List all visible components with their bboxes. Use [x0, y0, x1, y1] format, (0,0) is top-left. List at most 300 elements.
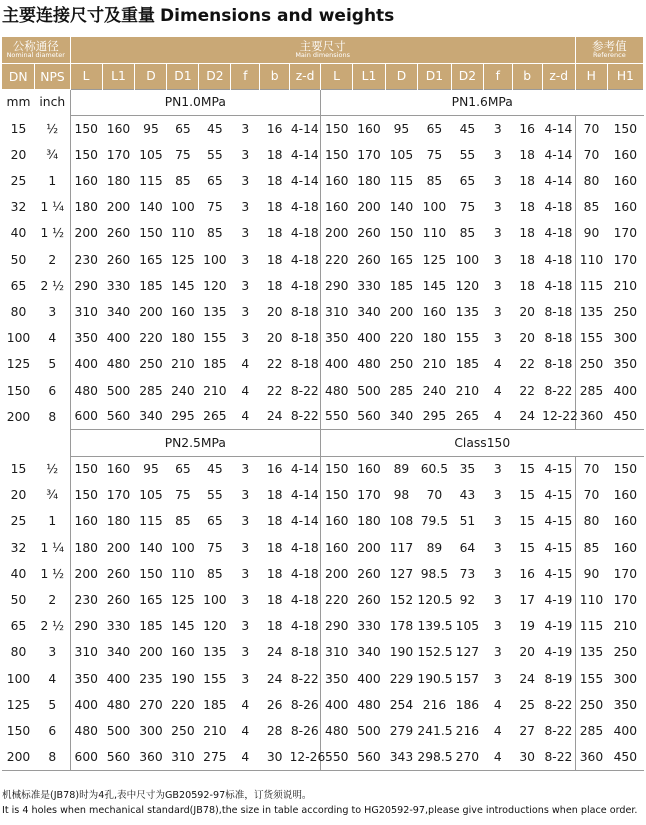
- table-cell: 43: [459, 488, 476, 503]
- table-cell: 185: [389, 278, 414, 293]
- table-cell: 120: [203, 278, 227, 293]
- table-cell: 4-14: [290, 147, 319, 162]
- table-cell: 4-18: [544, 278, 573, 293]
- table-cell: 310: [321, 639, 353, 665]
- table-cell: 75: [207, 200, 223, 215]
- table-cell: 65: [417, 116, 451, 142]
- table-cell: 200: [70, 561, 102, 587]
- table-cell: 185: [203, 697, 227, 712]
- table-cell: 150: [139, 566, 163, 581]
- blank-cell: [35, 430, 70, 456]
- table-cell: 250: [575, 351, 607, 377]
- table-cell: 340: [139, 409, 163, 424]
- table-cell: 22: [519, 357, 535, 372]
- table-cell: 50: [10, 593, 27, 608]
- column-header: DN: [2, 63, 35, 89]
- table-cell: 8-18: [290, 645, 319, 660]
- table-cell: 95: [135, 116, 167, 142]
- table-cell: 152.5: [417, 645, 453, 660]
- table-cell: ½: [46, 121, 59, 136]
- table-cell: 600: [70, 404, 102, 430]
- table-cell: ½: [46, 462, 59, 477]
- table-cell: 3: [241, 645, 250, 660]
- table-cell: 170: [357, 147, 381, 162]
- table-cell: 92: [459, 593, 476, 608]
- table-cell: 480: [357, 697, 381, 712]
- table-cell: 330: [106, 278, 131, 293]
- table-cell: 4: [493, 723, 502, 738]
- table-cell: 16: [519, 566, 535, 581]
- table-cell: 400: [613, 723, 638, 738]
- table-cell: 16: [260, 116, 290, 142]
- table-cell: 150: [321, 142, 353, 168]
- table-cell: 8-22: [542, 744, 575, 770]
- table-cell: 400: [357, 331, 381, 346]
- column-header: L1: [102, 63, 135, 89]
- table-cell: 165: [389, 252, 414, 267]
- table-cell: 450: [613, 409, 638, 424]
- table-cell: 55: [207, 147, 223, 162]
- table-cell: 3: [493, 645, 502, 660]
- table-cell: 15: [519, 540, 535, 555]
- table-cell: 400: [321, 692, 353, 718]
- table-cell: 115: [139, 174, 163, 189]
- table-cell: 150: [139, 226, 163, 241]
- table-cell: 24: [519, 409, 535, 424]
- table-cell: 20: [266, 304, 283, 319]
- table-cell: 127: [455, 645, 480, 660]
- table-cell: 200: [139, 645, 163, 660]
- unit-nps: inch: [39, 95, 66, 110]
- table-cell: 160: [613, 488, 638, 503]
- table-cell: 20: [519, 645, 535, 660]
- table-cell: 45: [451, 116, 483, 142]
- table-cell: 155: [455, 331, 480, 346]
- table-cell: 150: [70, 116, 102, 142]
- table-cell: 105: [455, 619, 480, 634]
- table-cell: 155: [575, 666, 607, 692]
- table-cell: 100: [203, 252, 227, 267]
- table-cell: 18: [266, 488, 283, 503]
- table-cell: 400: [106, 331, 131, 346]
- table-cell: 64: [459, 540, 476, 555]
- table-cell: 65: [10, 619, 27, 634]
- table-row: [2, 561, 644, 587]
- table-cell: 65: [207, 514, 223, 529]
- table-cell: 135: [203, 304, 227, 319]
- table-cell: 260: [106, 226, 131, 241]
- table-cell: 40: [10, 226, 27, 241]
- table-cell: 216: [455, 723, 480, 738]
- table-cell: 160: [422, 304, 447, 319]
- table-cell: 51: [459, 514, 476, 529]
- table-cell: 30: [260, 744, 290, 770]
- table-cell: 3: [241, 514, 250, 529]
- table-cell: 160: [171, 645, 195, 660]
- table-cell: 20: [10, 147, 27, 162]
- table-cell: 155: [203, 671, 227, 686]
- table-cell: 550: [321, 404, 353, 430]
- table-cell: 260: [106, 252, 131, 267]
- table-cell: 4-14: [544, 174, 573, 189]
- table-cell: 360: [575, 404, 607, 430]
- table-cell: 400: [106, 671, 131, 686]
- table-cell: 4: [483, 744, 512, 770]
- table-row: [2, 377, 644, 403]
- table-cell: 4-18: [290, 593, 319, 608]
- table-cell: 480: [321, 377, 353, 403]
- reference-header: 参考值 Reference: [575, 37, 643, 63]
- table-row: [2, 718, 644, 744]
- table-cell: 95: [385, 116, 417, 142]
- table-cell: 150: [321, 456, 353, 482]
- table-cell: 8-22: [544, 723, 573, 738]
- table-cell: 4-14: [290, 174, 319, 189]
- table-cell: 105: [389, 147, 414, 162]
- table-cell: 340: [106, 645, 131, 660]
- column-header: NPS: [35, 63, 70, 89]
- table-cell: 157: [455, 671, 480, 686]
- table-row: [2, 744, 644, 770]
- column-header: f: [483, 63, 512, 89]
- column-header: D: [385, 63, 417, 89]
- table-cell: 65: [167, 116, 199, 142]
- table-cell: 300: [139, 723, 163, 738]
- table-cell: 220: [171, 697, 195, 712]
- table-cell: 120: [455, 278, 480, 293]
- table-cell: 3: [231, 116, 260, 142]
- table-cell: 19: [519, 619, 535, 634]
- table-cell: 170: [357, 488, 381, 503]
- table-cell: 8: [48, 409, 57, 424]
- table-cell: 260: [357, 566, 381, 581]
- table-cell: 229: [389, 671, 414, 686]
- table-cell: 18: [519, 200, 535, 215]
- table-cell: 3: [241, 252, 250, 267]
- table-row: [2, 587, 644, 613]
- table-cell: 85: [575, 535, 607, 561]
- table-cell: 290: [321, 273, 353, 299]
- table-cell: 18: [266, 566, 283, 581]
- table-row: [2, 116, 644, 142]
- table-cell: 85: [207, 566, 223, 581]
- page-title: [2, 3, 394, 29]
- table-row: [2, 404, 644, 430]
- table-cell: 70: [575, 482, 607, 508]
- table-cell: 16: [260, 456, 290, 482]
- table-cell: 170: [613, 226, 638, 241]
- table-cell: 135: [575, 639, 607, 665]
- table-cell: 180: [106, 514, 131, 529]
- table-cell: 85: [207, 226, 223, 241]
- table-cell: 480: [106, 357, 131, 372]
- table-cell: 120: [203, 619, 227, 634]
- table-cell: 85: [459, 226, 476, 241]
- table-cell: 1: [48, 514, 57, 529]
- table-cell: 343: [385, 744, 417, 770]
- table-cell: 3: [241, 488, 250, 503]
- table-cell: 32: [10, 200, 27, 215]
- table-cell: 6: [48, 723, 57, 738]
- table-cell: 15: [10, 121, 27, 136]
- table-cell: 4-14: [290, 514, 319, 529]
- table-cell: 210: [203, 723, 227, 738]
- table-cell: 25: [10, 174, 27, 189]
- table-cell: 180: [357, 514, 381, 529]
- table-cell: 150: [70, 456, 102, 482]
- table-cell: 1 ½: [40, 566, 65, 581]
- table-cell: 22: [266, 357, 283, 372]
- table-cell: 200: [2, 744, 35, 770]
- table-cell: 3: [493, 331, 502, 346]
- table-cell: 210: [613, 278, 638, 293]
- table-cell: 4-14: [290, 488, 319, 503]
- table-cell: 160: [70, 508, 102, 534]
- table-cell: 260: [357, 593, 381, 608]
- table-row: [2, 168, 644, 194]
- table-cell: 18: [266, 252, 283, 267]
- table-cell: 110: [171, 226, 195, 241]
- table-cell: 125: [171, 252, 195, 267]
- table-cell: 4-18: [290, 619, 319, 634]
- table-cell: 55: [207, 488, 223, 503]
- table-cell: 160: [613, 147, 638, 162]
- table-cell: 40: [10, 566, 27, 581]
- table-cell: 70: [575, 456, 607, 482]
- table-cell: 16: [512, 116, 542, 142]
- table-cell: 170: [613, 593, 638, 608]
- table-cell: 3: [493, 488, 502, 503]
- table-cell: 89: [385, 456, 417, 482]
- table-cell: 98.5: [420, 566, 449, 581]
- table-cell: 150: [321, 482, 353, 508]
- section-label-row: [2, 89, 644, 115]
- table-cell: 310: [321, 299, 353, 325]
- table-cell: 260: [357, 252, 381, 267]
- table-cell: 400: [321, 351, 353, 377]
- table-cell: 150: [6, 383, 31, 398]
- blank-cell: [2, 430, 35, 456]
- table-cell: 350: [70, 666, 102, 692]
- table-cell: 4-14: [290, 456, 321, 482]
- table-cell: 350: [321, 325, 353, 351]
- table-cell: 4: [231, 744, 260, 770]
- column-header: H: [575, 63, 607, 89]
- table-cell: 235: [139, 671, 163, 686]
- table-cell: 70: [575, 116, 607, 142]
- table-cell: 3: [241, 619, 250, 634]
- table-cell: 210: [613, 619, 638, 634]
- table-cell: 150: [70, 142, 102, 168]
- table-cell: 300: [613, 331, 638, 346]
- table-cell: 340: [389, 409, 414, 424]
- table-cell: 100: [203, 593, 227, 608]
- table-cell: 480: [357, 357, 381, 372]
- table-row: [2, 508, 644, 534]
- table-cell: 8-18: [544, 331, 573, 346]
- table-cell: 310: [70, 639, 102, 665]
- table-cell: 230: [70, 247, 102, 273]
- section-pressure-label: PN1.6MPa: [321, 89, 644, 115]
- table-cell: 285: [389, 383, 414, 398]
- table-cell: 4-18: [290, 226, 319, 241]
- table-cell: 400: [70, 351, 102, 377]
- table-cell: 125: [422, 252, 447, 267]
- table-cell: 310: [167, 744, 199, 770]
- table-cell: 145: [422, 278, 447, 293]
- table-cell: 5: [48, 697, 57, 712]
- table-cell: 120.5: [417, 593, 453, 608]
- table-cell: 75: [175, 488, 191, 503]
- table-cell: 8-26: [290, 697, 319, 712]
- table-cell: 3: [241, 304, 250, 319]
- table-cell: 18: [266, 226, 283, 241]
- table-cell: 160: [102, 116, 135, 142]
- table-cell: 560: [352, 744, 385, 770]
- table-cell: 30: [512, 744, 542, 770]
- table-cell: 4: [493, 383, 502, 398]
- table-cell: 480: [106, 697, 131, 712]
- table-cell: 115: [389, 174, 414, 189]
- table-cell: 160: [352, 116, 385, 142]
- table-cell: 85: [426, 174, 443, 189]
- table-cell: 3: [493, 252, 502, 267]
- note-en: It is 4 holes when mechanical standard(JB78),the size in table according to HG20592-97,please give introductions when place order.: [2, 805, 638, 816]
- table-cell: 79.5: [420, 514, 449, 529]
- table-cell: 240: [422, 383, 447, 398]
- table-cell: 360: [135, 744, 167, 770]
- table-cell: 100: [6, 671, 31, 686]
- table-cell: 400: [357, 671, 381, 686]
- table-cell: 4: [48, 331, 57, 346]
- table-cell: 85: [575, 194, 607, 220]
- table-cell: 4: [241, 383, 250, 398]
- table-cell: 4-18: [290, 252, 319, 267]
- table-cell: 22: [266, 383, 283, 398]
- table-row: [2, 325, 644, 351]
- table-cell: 250: [613, 304, 638, 319]
- table-cell: 1 ¼: [40, 200, 65, 215]
- table-cell: 165: [139, 593, 163, 608]
- table-cell: 25: [519, 697, 535, 712]
- table-cell: 185: [455, 357, 480, 372]
- table-cell: 290: [321, 613, 353, 639]
- table-cell: 18: [266, 593, 283, 608]
- table-cell: 4-18: [290, 200, 319, 215]
- table-cell: 125: [6, 697, 31, 712]
- table-cell: 300: [613, 671, 638, 686]
- table-cell: 90: [575, 561, 607, 587]
- table-cell: 98: [393, 488, 410, 503]
- column-header: L: [321, 63, 353, 89]
- table-cell: 200: [389, 304, 414, 319]
- table-row: [2, 142, 644, 168]
- table-cell: 210: [422, 357, 447, 372]
- table-cell: 12-22: [542, 409, 578, 424]
- table-cell: 28: [266, 723, 283, 738]
- table-row: [2, 247, 644, 273]
- table-cell: 170: [613, 252, 638, 267]
- table-cell: 145: [171, 619, 195, 634]
- table-cell: 160: [321, 508, 353, 534]
- column-header: D: [135, 63, 167, 89]
- table-cell: 260: [106, 593, 131, 608]
- table-row: [2, 482, 644, 508]
- table-cell: 110: [422, 226, 447, 241]
- table-cell: 115: [575, 273, 607, 299]
- table-cell: 105: [139, 147, 163, 162]
- table-cell: 100: [171, 540, 195, 555]
- table-cell: 35: [451, 456, 483, 482]
- table-cell: 400: [70, 692, 102, 718]
- table-cell: 3: [48, 645, 57, 660]
- table-cell: 65: [167, 456, 199, 482]
- table-cell: 220: [321, 247, 353, 273]
- table-cell: 50: [10, 252, 27, 267]
- table-cell: 100: [171, 200, 195, 215]
- table-cell: 180: [422, 331, 447, 346]
- table-cell: 4-19: [544, 593, 573, 608]
- table-cell: 200: [139, 304, 163, 319]
- table-cell: 8-19: [544, 671, 573, 686]
- column-header: L1: [352, 63, 385, 89]
- table-cell: 560: [102, 744, 135, 770]
- table-cell: 55: [459, 147, 476, 162]
- table-cell: 295: [422, 409, 447, 424]
- table-cell: 65: [207, 174, 223, 189]
- table-cell: 600: [70, 744, 102, 770]
- table-cell: 250: [575, 692, 607, 718]
- table-cell: 1 ½: [40, 226, 65, 241]
- table-cell: 1: [48, 174, 57, 189]
- table-cell: 4-18: [290, 566, 319, 581]
- table-cell: 4-18: [290, 278, 319, 293]
- table-row: [2, 666, 644, 692]
- column-header: z-d: [290, 63, 321, 89]
- table-cell: 340: [357, 645, 381, 660]
- table-cell: 3: [241, 593, 250, 608]
- table-cell: 254: [389, 697, 414, 712]
- table-cell: 75: [426, 147, 443, 162]
- table-cell: 4-14: [544, 147, 573, 162]
- column-header: D2: [199, 63, 231, 89]
- table-cell: 500: [106, 723, 131, 738]
- table-cell: 85: [175, 514, 191, 529]
- table-cell: 18: [266, 278, 283, 293]
- table-cell: 110: [575, 247, 607, 273]
- table-cell: 2 ½: [40, 278, 65, 293]
- section-pressure-label: PN2.5MPa: [70, 430, 320, 456]
- table-cell: 3: [493, 226, 502, 241]
- table-cell: 8-18: [544, 357, 573, 372]
- table-cell: 4-18: [290, 540, 319, 555]
- table-cell: 480: [321, 718, 353, 744]
- table-cell: 6: [48, 383, 57, 398]
- table-cell: 3: [493, 147, 502, 162]
- table-cell: 200: [321, 561, 353, 587]
- table-row: [2, 194, 644, 220]
- table-cell: 45: [199, 116, 231, 142]
- table-cell: 180: [171, 331, 195, 346]
- table-cell: 250: [613, 645, 638, 660]
- table-cell: 4-18: [544, 252, 573, 267]
- table-cell: 3: [241, 331, 250, 346]
- table-cell: 80: [10, 645, 27, 660]
- table-row: [2, 639, 644, 665]
- table-cell: 4: [493, 697, 502, 712]
- table-cell: 8-22: [290, 383, 319, 398]
- column-header: z-d: [542, 63, 575, 89]
